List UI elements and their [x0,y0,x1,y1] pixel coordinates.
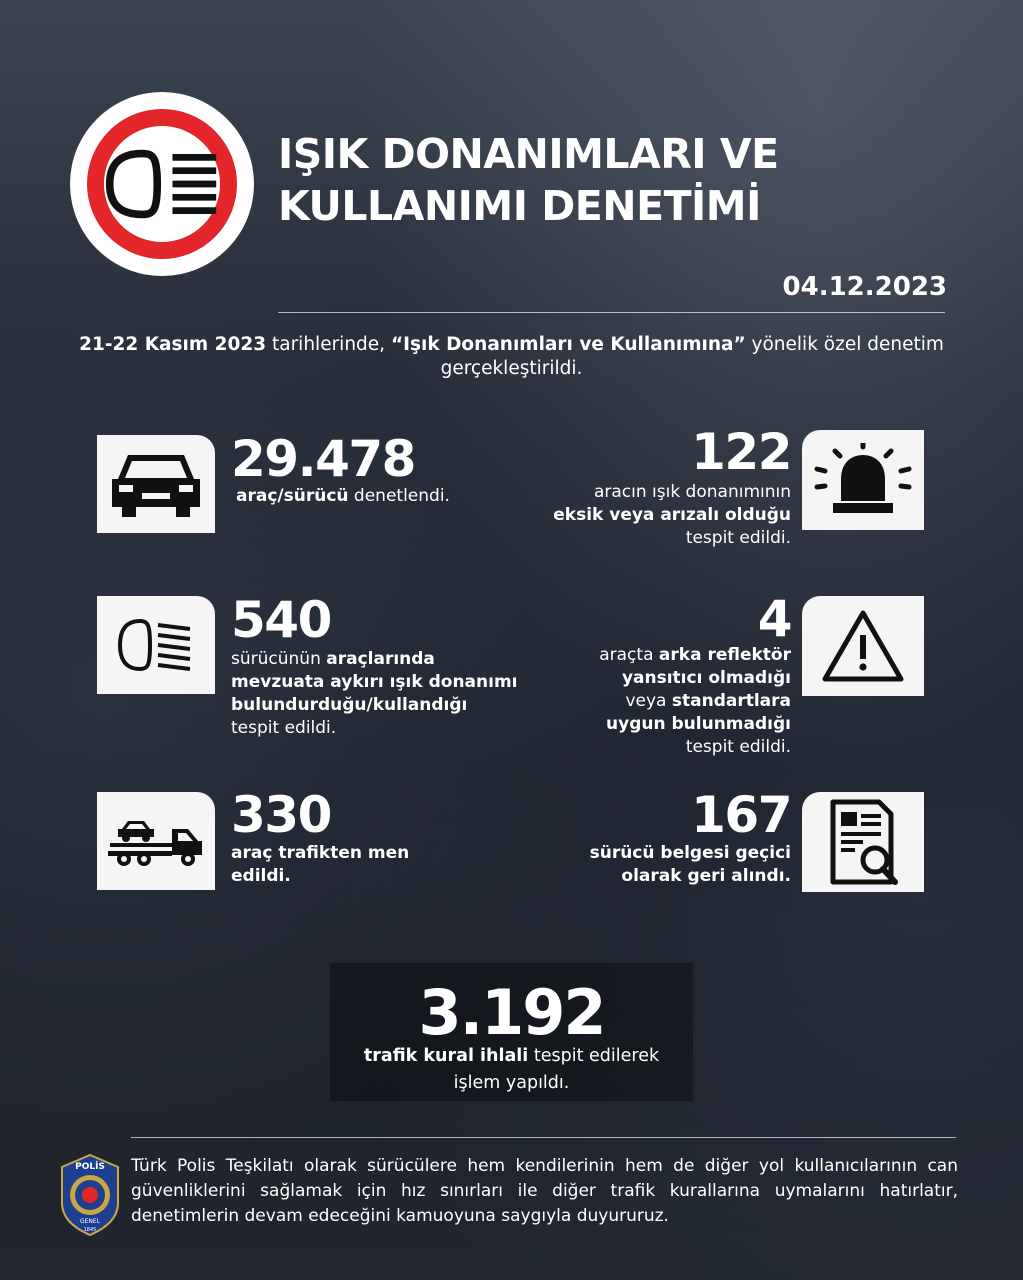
stat-violations-value: 3.192 [418,976,605,1049]
document-tile [802,792,924,892]
stat-reflector-text: araçta arka reflektör yansıtıcı olmadığı veya standartlara uygun bulunmadığı tespit edildi. [599,645,791,757]
police-badge [58,1153,122,1237]
stat-impounded-value: 330 [231,786,331,844]
headlight-icon [104,144,220,224]
tow-truck-tile [97,792,215,890]
stat-faulty-value: 122 [691,423,791,481]
stat-faulty-text: aracın ışık donanımının eksik veya arızalı olduğu tespit edildi. [553,482,791,548]
headlight-icon [118,615,194,675]
police-badge-icon [58,1153,122,1237]
stat-license-value: 167 [691,786,791,844]
footer-text: Türk Polis Teşkilatı olarak sürücülere hem kendilerinin hem de diğer yol kullanıcılarının can güvenliklerini sağlamak için hız sınırları ile diğer trafik kurallarına uymalarını hatırlatır, denetimlerin devam edeceğini kamuoyuna saygıyla duyururuz. [131,1156,958,1226]
warning-icon [821,609,905,683]
car-icon [108,449,204,519]
badge-top-text: POLİS [75,1162,105,1172]
intro-text: 21-22 Kasım 2023 tarihlerinde, “Işık Donanımları ve Kullanımına” yönelik özel denetim gerçekleştirildi. [79,334,944,379]
stat-illegal-text: sürücünün araçlarında mevzuata aykırı ışık donanımı bulundurduğu/kullandığı tespit edildi. [231,649,518,738]
stat-illegal-value: 540 [231,591,331,649]
date: 04.12.2023 [782,272,947,302]
header-divider [278,312,945,313]
stat-checked-text: araç/sürücü denetlendi. [236,486,450,506]
car-tile [97,435,215,533]
document-search-icon [823,798,903,886]
headlight-sign [70,92,254,276]
stat-checked-value: 29.478 [231,430,415,488]
warning-tile [802,596,924,696]
stat-reflector-value: 4 [757,590,791,648]
stat-violations-text: trafik kural ihlali tespit edilerek işlem yapıldı. [363,1046,660,1093]
stat-impounded-text: araç trafikten men edildi. [231,843,410,886]
page-title: IŞIK DONANIMLARI VE KULLANIMI DENETİMİ [278,130,779,230]
siren-icon [813,443,913,517]
stat-license-text: sürücü belgesi geçici olarak geri alındı. [589,843,791,886]
footer-divider [131,1137,956,1138]
badge-year-text: 1845 [83,1227,97,1233]
siren-tile [802,430,924,530]
badge-bottom-text: GENEL [79,1218,101,1225]
tow-truck-icon [108,815,204,867]
headlight-tile [97,596,215,694]
